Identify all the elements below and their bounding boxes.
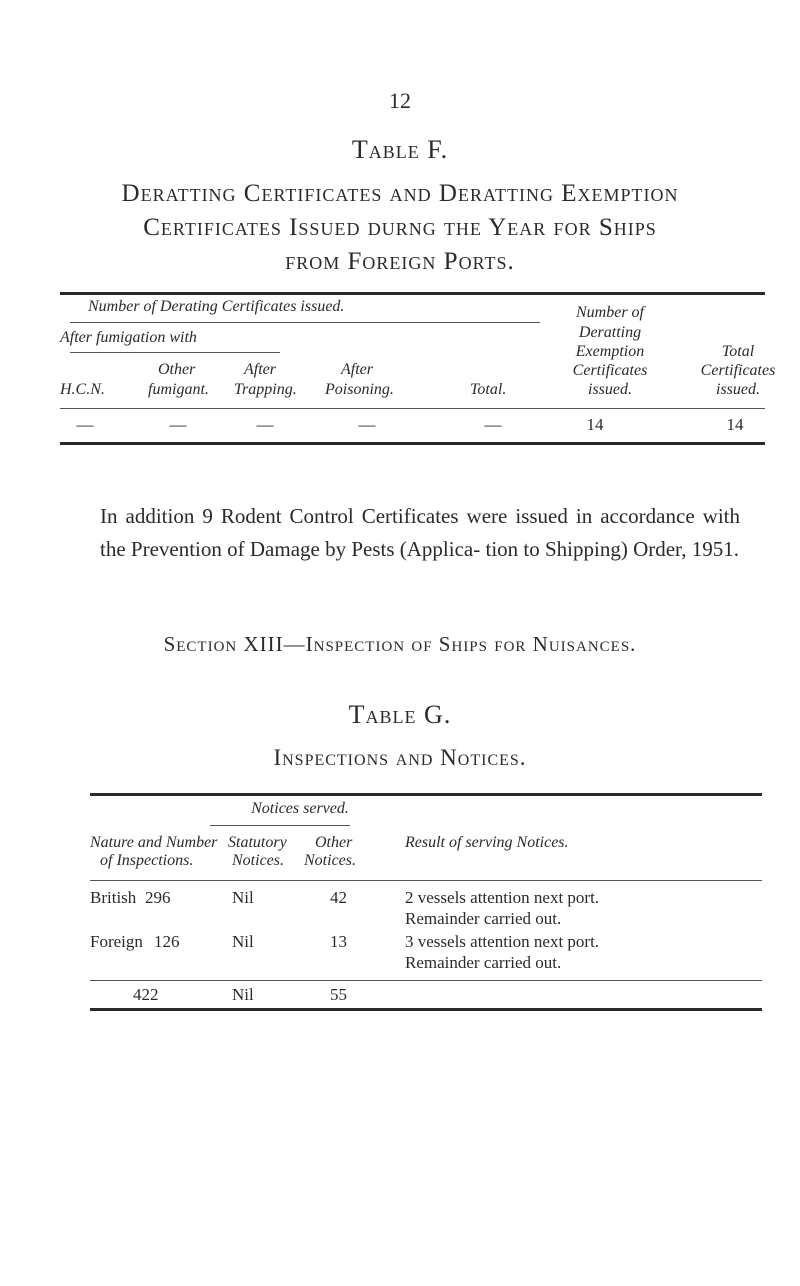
- row-british-result-2: Remainder carried out.: [405, 909, 562, 928]
- total-count: 422: [133, 985, 159, 1004]
- table-f-heading-line-1: Deratting Certificates and Deratting Exemption: [121, 180, 679, 207]
- col-hcn: H.C.N.: [60, 381, 105, 398]
- table-f-group-rule: [70, 322, 540, 323]
- col-grand-total-3: issued.: [716, 381, 760, 398]
- table-f-cell: —: [76, 415, 94, 434]
- col-total: Total.: [470, 381, 507, 398]
- table-g-top-rule: [90, 793, 762, 796]
- rodent-control-paragraph: In addition 9 Rodent Control Certificates were issued in accordance with the Prevention of Damage by Pests (Applica- tion to Shipping) Order, 1951.: [100, 504, 740, 561]
- table-f-subgroup-rule: [70, 352, 280, 353]
- col-trapping-2: Trapping.: [234, 381, 297, 398]
- table-g-header-rule: [90, 880, 762, 881]
- col-nature-1: Nature and Number: [90, 834, 218, 851]
- col-nature-2: of Inspections.: [100, 852, 194, 869]
- table-f-group-header: Number of Derating Certificates issued.: [88, 298, 345, 315]
- table-f-heading-line-3: from Foreign Ports.: [285, 248, 515, 275]
- col-result: Result of serving Notices.: [405, 834, 569, 851]
- table-f-cell: 14: [726, 415, 744, 434]
- row-british-other: 42: [330, 888, 347, 907]
- col-poisoning-1: After: [341, 361, 373, 378]
- col-exemption-4: Certificates: [572, 362, 648, 379]
- row-british-result-1: 2 vessels attention next port.: [405, 888, 600, 907]
- page-number: 12: [389, 88, 411, 113]
- col-grand-total-1: Total: [721, 343, 755, 360]
- table-f-cell: —: [484, 415, 502, 434]
- col-exemption-1: Number of: [576, 304, 644, 321]
- table-f-cell: 14: [586, 415, 604, 434]
- col-exemption-5: issued.: [588, 381, 632, 398]
- table-g-subtitle: Inspections and Notices.: [273, 745, 527, 770]
- row-foreign-statutory: Nil: [232, 932, 254, 951]
- total-other: 55: [330, 985, 347, 1004]
- total-statutory: Nil: [232, 985, 254, 1004]
- table-f-title: Table F.: [351, 135, 449, 164]
- table-f-subgroup-header: After fumigation with: [60, 329, 197, 346]
- row-foreign-result-2: Remainder carried out.: [405, 953, 562, 972]
- table-f-cell: —: [169, 415, 187, 434]
- table-f-top-rule: [60, 292, 765, 295]
- table-g-totals-rule: [90, 980, 762, 981]
- row-foreign-count: 126: [154, 932, 180, 951]
- col-other-1: Other: [158, 361, 196, 378]
- col-statutory-2: Notices.: [232, 852, 284, 869]
- table-g-group-rule: [210, 825, 350, 826]
- col-grand-total-2: Certificates: [700, 362, 776, 379]
- table-f-bottom-rule: [60, 442, 765, 445]
- table-f-header-rule: [60, 408, 765, 409]
- row-british-nature: British: [90, 888, 137, 907]
- col-trapping-1: After: [244, 361, 276, 378]
- row-british-count: 296: [145, 888, 171, 907]
- section-heading: Section XIII—Inspection of Ships for Nuisances.: [163, 632, 637, 656]
- col-statutory-1: Statutory: [228, 834, 287, 851]
- col-other-notices-1: Other: [315, 834, 353, 851]
- col-other-2: fumigant.: [148, 381, 209, 398]
- col-other-notices-2: Notices.: [304, 852, 356, 869]
- table-g-bottom-rule: [90, 1008, 762, 1011]
- table-f-heading-line-2: Certificates Issued durng the Year for Ships: [143, 214, 657, 241]
- table-g-title: Table G.: [348, 700, 452, 729]
- row-foreign-nature: Foreign: [90, 932, 143, 951]
- col-poisoning-2: Poisoning.: [325, 381, 394, 398]
- row-foreign-other: 13: [330, 932, 347, 951]
- row-british-statutory: Nil: [232, 888, 254, 907]
- table-f-cell: —: [256, 415, 274, 434]
- table-f-cell: —: [358, 415, 376, 434]
- col-exemption-2: Deratting: [578, 324, 642, 341]
- col-exemption-3: Exemption: [575, 343, 645, 360]
- row-foreign-result-1: 3 vessels attention next port.: [405, 932, 600, 951]
- table-g-group-header: Notices served.: [251, 800, 349, 817]
